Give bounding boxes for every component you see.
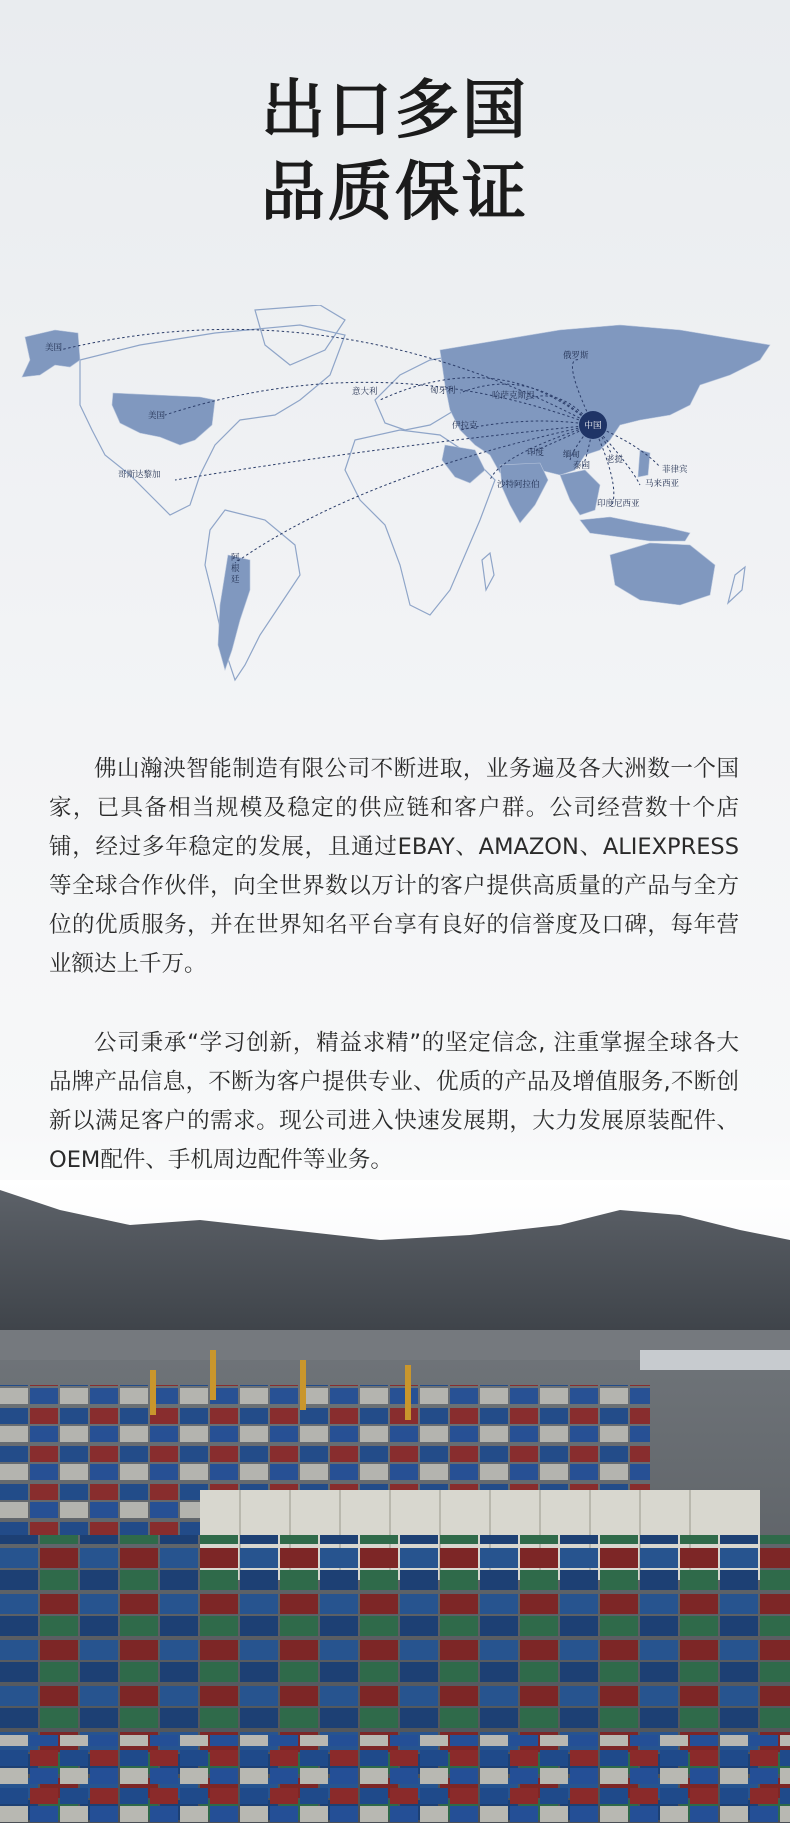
label-hungary: 匈牙利 [430,386,456,396]
label-argentina-1: 阿 [231,553,240,563]
label-usa: 美国 [148,411,166,421]
hero-title [0,70,790,234]
label-kazakhstan: 哈萨克斯坦 [492,391,535,401]
country-saudi-shape [442,445,485,483]
label-italy: 意大利 [352,387,378,397]
label-iraq: 伊拉克 [452,421,478,431]
country-indonesia-shape [580,517,690,541]
highlighted-countries [22,325,770,670]
label-philippines: 菲律宾 [662,465,688,475]
label-india: 印度 [527,448,545,458]
country-philippines-shape [638,450,650,477]
label-alaska: 美国 [45,343,63,353]
hub-china [579,411,607,439]
company-intro-paragraph: 佛山瀚泱智能制造有限公司不断进取，业务遍及各大洲数一个国家，已具备相当规模及稳定的供应链和客户群。公司经营数十个店铺，经过多年稳定的发展，且通过EBAY、AMAZON、ALIEXPRESS等全球合作伙伴，向全世界数以万计的客户提供高质量的产品与全方位的优质服务，并在世界知名平台享有良好的信誉度及口碑，每年营业额达上千万。 [49,756,739,977]
label-indonesia: 印度尼西亚 [597,499,640,509]
label-costa-rica: 哥斯达黎加 [118,470,161,480]
label-argentina-3: 廷 [231,575,240,585]
country-alaska-shape [22,330,80,377]
company-philosophy-paragraph: 公司秉承“学习创新，精益求精”的坚定信念, 注重掌握全球各大品牌产品信息，不断为客户提供专业、优质的产品及增值服务,不断创新以满足客户的需求。现公司进入快速发展期，大力发展原装配件、OEM配件、手机周边配件等业务。 [49,1030,739,1173]
country-australia-shape [610,543,715,605]
country-russia-asia-shape [440,325,770,475]
label-russia: 俄罗斯 [563,351,589,361]
label-myanmar: 缅甸 [563,450,581,460]
label-saudi: 沙特阿拉伯 [497,480,540,490]
label-malaysia: 马来西亚 [645,479,680,489]
label-thailand: 泰国 [573,461,591,471]
country-sea-shape [560,470,600,515]
container-port-image [0,1180,790,1823]
label-laos: 老挝 [606,455,624,465]
hub-label: 中国 [584,421,602,431]
title-line-2: 品质保证 [261,156,529,230]
label-argentina-2: 根 [231,564,240,574]
country-india-shape [500,463,548,523]
title-line-1: 出口多国 [261,74,529,148]
world-export-map [0,305,790,715]
